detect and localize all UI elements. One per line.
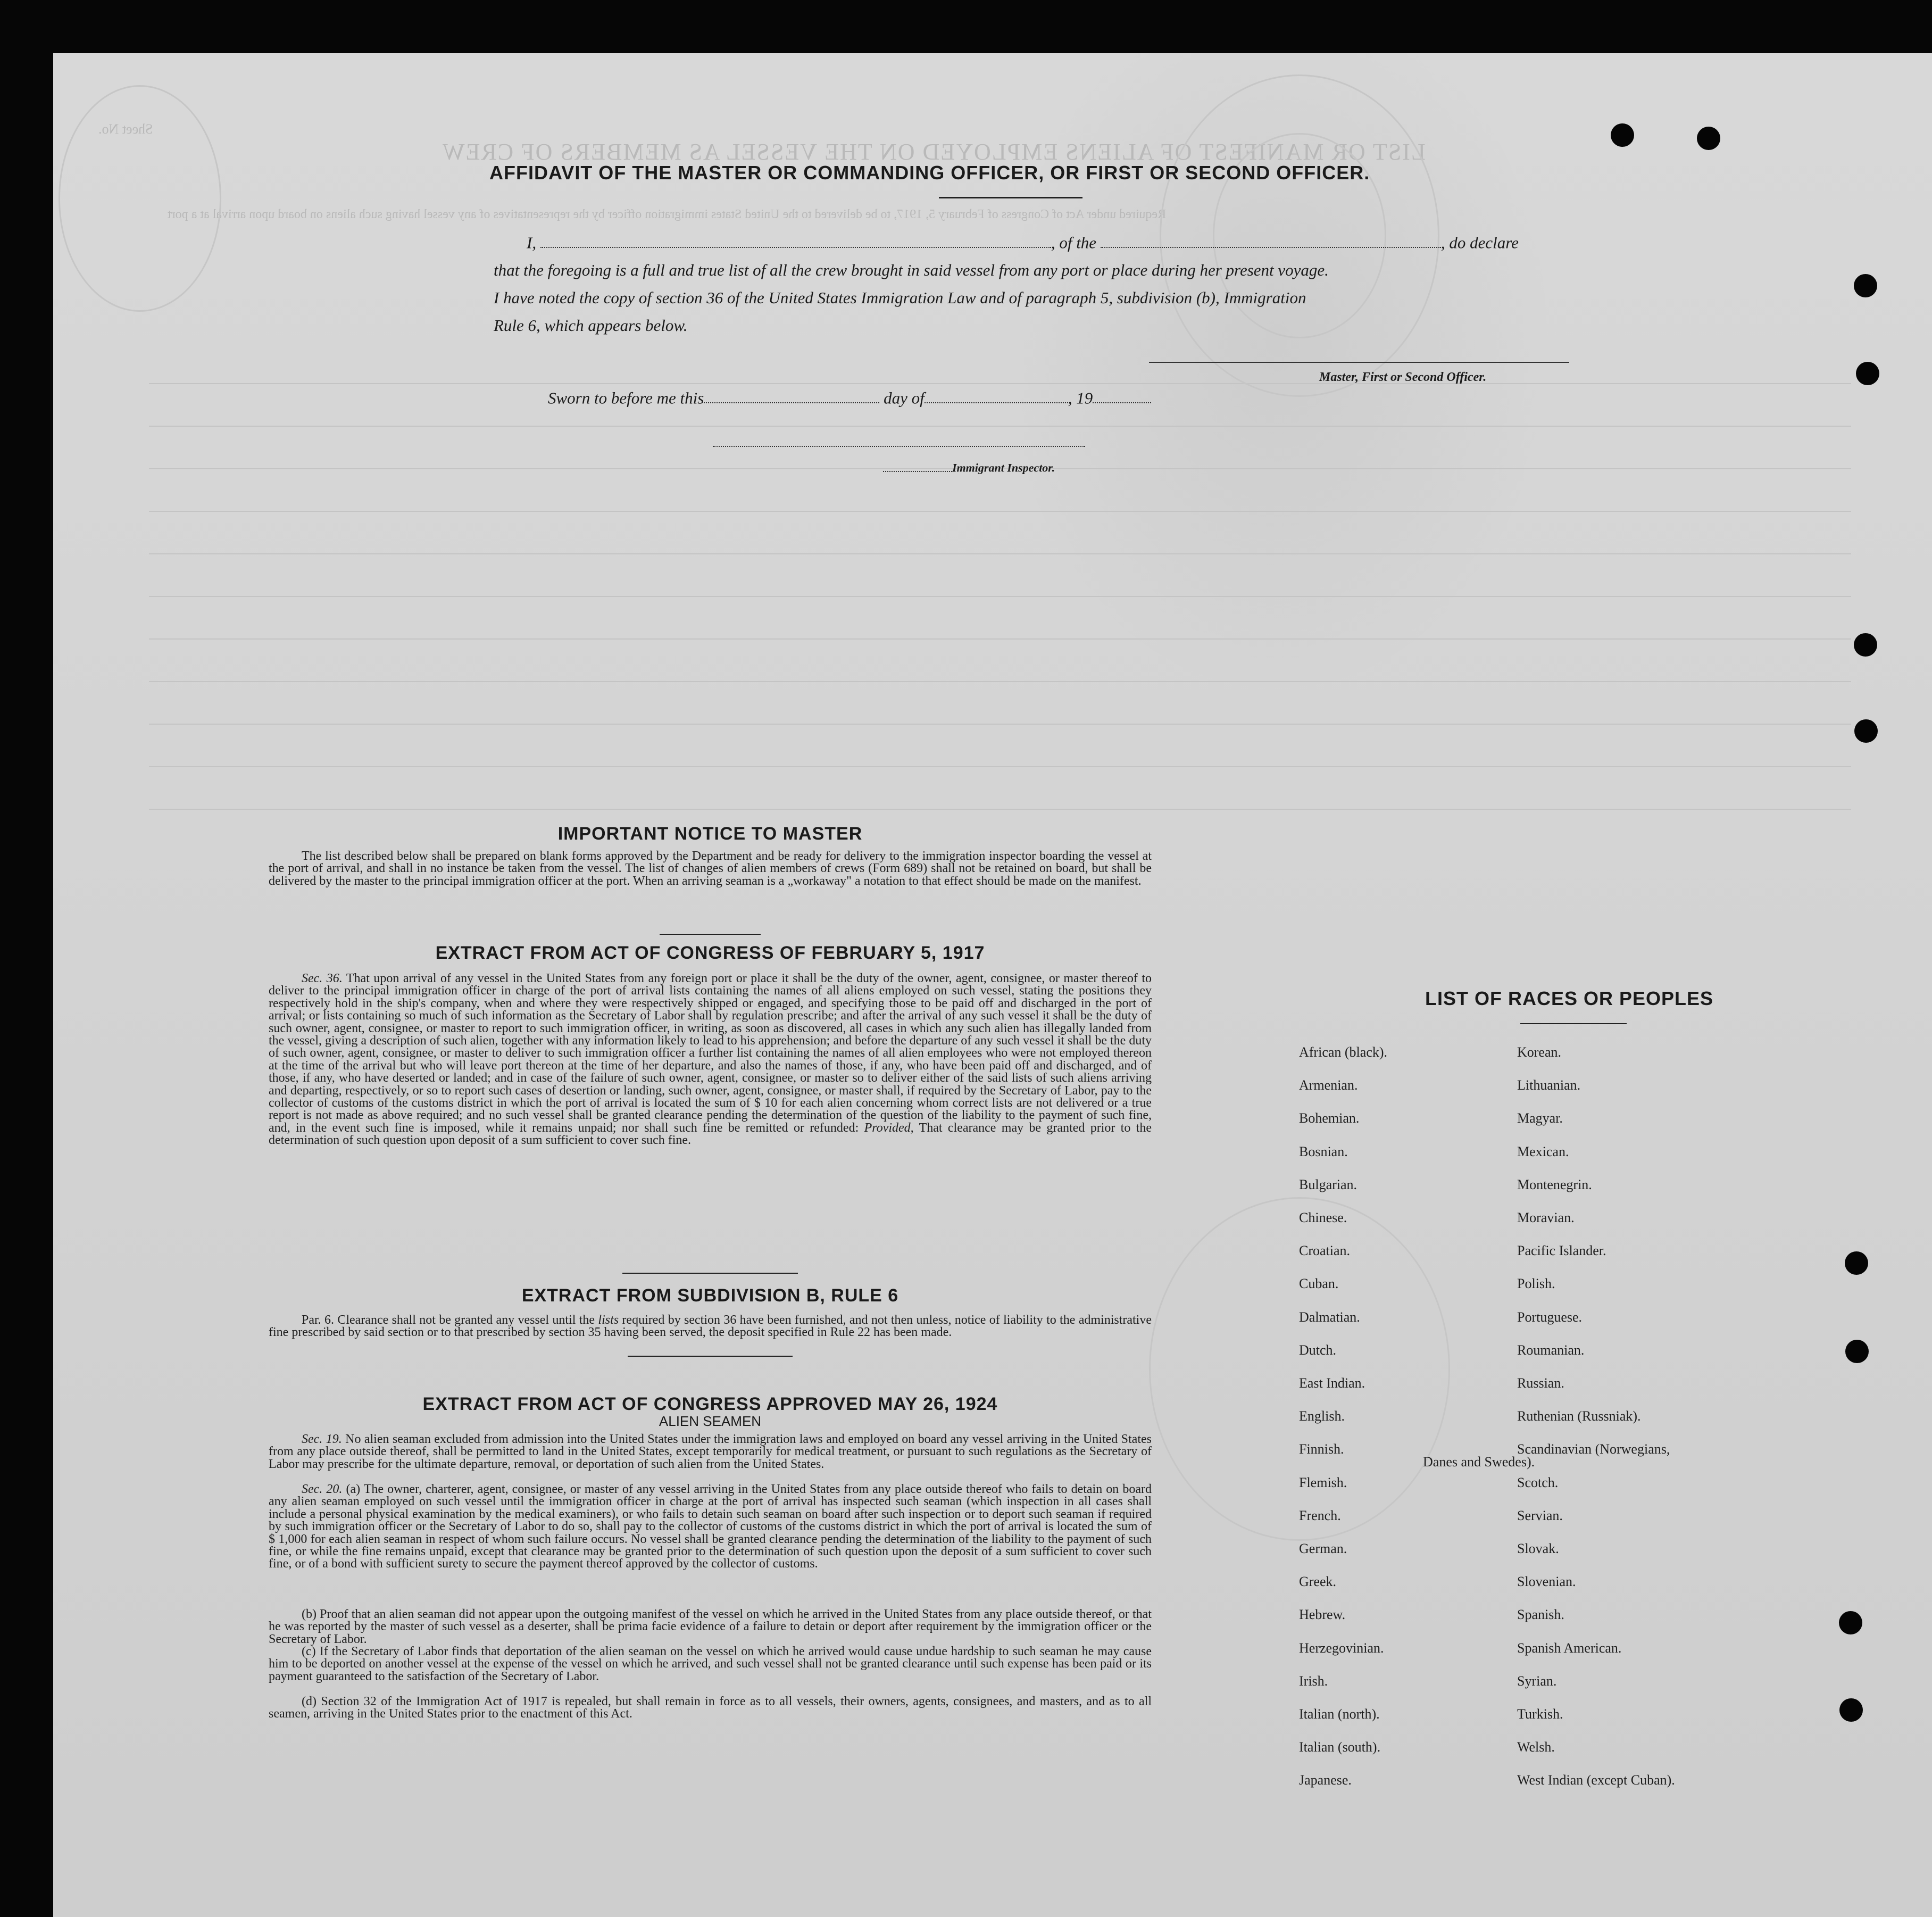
race-item: Roumanian. <box>1517 1342 1585 1358</box>
race-item: English. <box>1299 1408 1345 1424</box>
race-item: Montenegrin. <box>1517 1176 1592 1192</box>
notice-title: IMPORTANT NOTICE TO MASTER <box>557 824 863 844</box>
bleedthrough-rule <box>149 511 1851 512</box>
punch-hole <box>1854 719 1878 743</box>
sworn-day-of: day of <box>884 388 925 408</box>
act1924-sec20d: (d) Section 32 of the Immigration Act of 1917 is repealed, but shall remain in force as to all vessels, their owners, agents, consignees, and masters, and as to all seamen, arriving in the United States prior to the enactment of this Act. <box>269 1695 1152 1721</box>
race-item: Slovenian. <box>1517 1574 1576 1590</box>
race-item: Dutch. <box>1299 1342 1337 1358</box>
race-item: Servian. <box>1517 1507 1563 1523</box>
race-item: West Indian (except Cuban). <box>1517 1772 1675 1788</box>
rule6-title: EXTRACT FROM SUBDIVISION B, RULE 6 <box>521 1285 899 1306</box>
rule6-post: required by section 36 have been furnished, and not then unless, notice of liability to the administrative fine prescribed by said section or to that prescribed by section 35 having been served, the deposit specified in Rule 22 has been made. <box>269 1313 1152 1340</box>
race-item: Cuban. <box>1299 1276 1339 1292</box>
race-item: Dalmatian. <box>1299 1309 1360 1325</box>
bleedthrough-rule <box>149 553 1851 554</box>
races-title: LIST OF RACES OR PEOPLES <box>1425 987 1714 1009</box>
bleedthrough-rule <box>149 809 1851 810</box>
master-signature-line[interactable] <box>1149 362 1569 363</box>
race-item: Hebrew. <box>1299 1607 1346 1623</box>
race-item: French. <box>1299 1507 1341 1523</box>
sec19-body: No alien seaman excluded from admission into the United States under the immigration laws and employed on board any vessel arriving in the United States from any place outside thereof, shall be permitted to land in the United States, except temporarily for medical treatment, or pursuant to such regulations as the Secretary of Labor may prescribe for the ultimate departure, removal, or deportation of such alien from the United States. <box>269 1432 1152 1471</box>
rule6-rule <box>628 1356 793 1357</box>
race-item: Italian (north). <box>1299 1706 1380 1722</box>
race-item: Bosnian. <box>1299 1143 1348 1159</box>
notice-rule <box>660 934 761 935</box>
punch-hole <box>1854 274 1877 297</box>
race-item: Lithuanian. <box>1517 1077 1581 1093</box>
punch-hole <box>1845 1251 1868 1275</box>
act1917-tail: That clearance may be granted prior to the determination of such question upon deposit of a sum sufficient to cover such fine. <box>269 1121 1152 1148</box>
race-scandinavian-continued: Danes and Swedes). <box>1423 1454 1535 1470</box>
punch-hole <box>1856 362 1879 385</box>
month-blank[interactable] <box>925 388 1068 403</box>
manifest-sheet <box>53 53 1932 1917</box>
act1924-sec20a <box>269 1483 1152 1571</box>
sec19-label: Sec. 19. <box>302 1432 342 1446</box>
race-item: Russian. <box>1517 1375 1564 1391</box>
year-blank[interactable] <box>1093 388 1151 403</box>
bleedthrough-rule <box>149 596 1851 597</box>
act1917-body: That upon arrival of any vessel in the United States from any foreign port or place it shall be the duty of the owner, agent, consignee, or master thereof to deliver to the principal immigration officer in charge of the port of arrival lists containing the names of all aliens employed on such vessel, stating the positions they respectively hold in the ship's company, when and where they were respectively shipped or engaged, and specifying those to be paid off and discharged in the port of arrival; or lists containing so much of such information as the Secretary of Labor shall by regulation prescribe; and after the arrival of any such vessel it shall be the duty of such owner, agent, consignee, or master to report to such immigration officer, in writing, as soon as discovered, all cases in which any such alien has illegally landed from the vessel, giving a description of such alien, together with any information likely to lead to his apprehension; and before the departure of any such vessel it shall be the duty of such owner, agent, consignee, or master to deliver to such immigration officer a further list containing the names of all alien employees who were not employed thereon at the time of the arrival but who will leave port thereon at the time of her departure, and also the names of those, if any, who have been paid off and discharged, and of those, if any, who have deserted or landed; and in case of the failure of such owner, agent, consignee, or master so to deliver either of the said lists of such aliens arriving and departing, respectively, or so to report such cases of desertion or landing, such owner, agent, consignee, or master shall, if required by the Secretary of Labor, pay to the collector of customs of the customs district in which the port of arrival is located the sum of $ 10 for each alien concerning whom correct lists are not delivered or a true report is not made as above required; and no such vessel shall be granted clearance pending the determination of the question of the liability to the payment of such fine, and, in the event such fine is imposed, while it remains unpaid; nor shall such fine be remitted or refunded: <box>269 972 1152 1135</box>
inspector-blank[interactable] <box>883 461 952 472</box>
inspector-label: Immigrant Inspector. <box>952 461 1055 475</box>
bleedthrough-seal <box>59 85 221 312</box>
punch-hole <box>1611 123 1634 147</box>
declaration-line-4: Rule 6, which appears below. <box>494 316 688 335</box>
race-item: African (black). <box>1299 1044 1388 1060</box>
sec20-label: Sec. 20. <box>302 1482 343 1496</box>
sworn-line <box>548 388 1151 408</box>
declaration-line <box>527 233 1569 252</box>
rule6-text <box>269 1314 1152 1339</box>
declaration-line-2: that the foregoing is a full and true list of all the crew brought in said vessel from any port or place during her present voyage. <box>494 261 1329 279</box>
race-item: Slovak. <box>1517 1541 1559 1556</box>
punch-hole <box>1854 633 1877 657</box>
declaration-of-the: , of the <box>1051 233 1097 252</box>
act1917-rule <box>622 1273 798 1274</box>
declaration-i: I, <box>527 233 537 252</box>
race-item: Scotch. <box>1517 1474 1559 1490</box>
declaration-line-3: I have noted the copy of section 36 of the United States Immigration Law and of paragraph 5, subdivision (b), Immigration <box>494 288 1306 307</box>
punch-hole <box>1839 1698 1863 1722</box>
race-item: Spanish. <box>1517 1607 1564 1623</box>
inspector-line <box>883 461 1055 475</box>
race-item: Japanese. <box>1299 1772 1352 1788</box>
act1917-text <box>269 973 1152 1147</box>
master-label: Master, First or Second Officer. <box>1319 370 1487 384</box>
race-item: East Indian. <box>1299 1375 1365 1391</box>
bleedthrough-rule <box>149 766 1851 767</box>
bleedthrough-sheet-number: Sheet No. <box>98 121 153 137</box>
bleedthrough-rule <box>149 724 1851 725</box>
act1924-title: EXTRACT FROM ACT OF CONGRESS APPROVED MAY 26, 1924 <box>422 1394 998 1414</box>
race-item: Herzegovinian. <box>1299 1640 1384 1656</box>
affidavit-title-rule <box>939 197 1082 198</box>
race-item: Finnish. <box>1299 1441 1344 1457</box>
rule6-pre: Par. 6. Clearance shall not be granted any vessel until the <box>302 1313 595 1327</box>
act1924-sec19 <box>269 1433 1152 1471</box>
punch-hole <box>1845 1340 1869 1363</box>
declaration-do-declare: , do declare <box>1440 233 1519 252</box>
act1917-title: EXTRACT FROM ACT OF CONGRESS OF FEBRUARY 5, 1917 <box>435 943 985 963</box>
act1924-sec20c: (c) If the Secretary of Labor finds that deportation of the alien seaman on the vessel on which he arrived would cause undue hardship to such seaman he may cause him to be deported on another vessel at the expense of the vessel on which he arrived, and such vessel shall not be granted clearance until such expense has been paid or its payment guaranteed to the satisfaction of the Secretary of Labor. <box>269 1645 1152 1683</box>
race-item: Italian (south). <box>1299 1739 1381 1755</box>
day-blank[interactable] <box>704 388 879 403</box>
races-title-rule <box>1520 1023 1627 1024</box>
race-item: Flemish. <box>1299 1474 1347 1490</box>
act1917-provided: Provided, <box>864 1121 914 1135</box>
bleedthrough-required-line: Required under Act of Congress of February 5, 1917, to be delivered to the United States immigration officer by the representatives of any vessel having such aliens on board upon arrival at a port <box>168 208 1167 221</box>
race-item: Korean. <box>1517 1044 1562 1060</box>
race-item: German. <box>1299 1541 1347 1556</box>
act1924-subtitle: ALIEN SEAMEN <box>659 1413 762 1429</box>
race-item: Portuguese. <box>1517 1309 1583 1325</box>
sec20a-body: (a) The owner, charterer, agent, consignee, or master of any vessel arriving in the United States from any place outside thereof who fails to detain on board any alien seaman employed on such vessel until the immigration officer in charge at the port of arrival has inspected such seaman (which inspection in all cases shall include a personal physical examination by the medical examiners), or who fails to detain such seaman on board after such inspection or to deport such seaman if required by such immigration officer or the Secretary of Labor to do so, shall pay to the collector of customs of the customs district in which the port of arrival is located the sum of $ 1,000 for each alien seaman in respect of whom such failure occurs. No vessel shall be granted clearance pending the determination of the liability to the payment of such fine, or while the fine remains unpaid, except that clearance may be granted prior to the determination of such question upon the deposit of a sum sufficient to cover such fine, or of a bond with sufficient surety to secure the payment thereof approved by the collector of customs. <box>269 1482 1152 1571</box>
act1924-sec20b: (b) Proof that an alien seaman did not appear upon the outgoing manifest of the vessel on which he arrived in the United States from any place outside thereof, or that he was reported by the master of such vessel as a deserter, shall be prima facie evidence of a failure to detain or deport after requirement by the immigration officer or the Secretary of Labor. <box>269 1607 1152 1646</box>
race-item: Greek. <box>1299 1574 1337 1590</box>
race-item: Spanish American. <box>1517 1640 1622 1656</box>
sworn-prefix: Sworn to before me this <box>548 388 704 408</box>
inspector-signature-line[interactable] <box>713 446 1085 447</box>
bleedthrough-rule <box>149 426 1851 427</box>
race-item: Scandinavian (Norwegians, <box>1517 1441 1670 1457</box>
race-item: Magyar. <box>1517 1110 1563 1126</box>
race-item: Mexican. <box>1517 1143 1569 1159</box>
name-blank[interactable] <box>540 233 1051 248</box>
race-item: Bohemian. <box>1299 1110 1360 1126</box>
race-item: Armenian. <box>1299 1077 1358 1093</box>
notice-text: The list described below shall be prepared on blank forms approved by the Department and be ready for delivery to the immigration inspector boarding the vessel at the port of arrival, and shall in no instance be taken from the vessel. The list of changes of alien members of crews (Form 689) shall not be retained on board, but shall be delivered by the master to the principal immigration officer at the port. When an arriving seaman is a „workaway" a notation to that effect should be made on the manifest. <box>269 849 1152 888</box>
rule6-lists: lists <box>598 1313 619 1327</box>
bleedthrough-rule <box>149 681 1851 682</box>
bleedthrough-rule <box>149 638 1851 640</box>
race-item: Welsh. <box>1517 1739 1555 1755</box>
race-item: Bulgarian. <box>1299 1176 1358 1192</box>
act1917-sec-label: Sec. 36. <box>302 972 343 985</box>
race-item: Syrian. <box>1517 1673 1557 1689</box>
punch-hole <box>1697 127 1720 150</box>
vessel-blank[interactable] <box>1101 233 1441 248</box>
bleedthrough-title: LIST OR MANIFEST OF ALIENS EMPLOYED ON THE VESSEL AS MEMBERS OF CREW <box>442 139 1426 165</box>
race-item: Pacific Islander. <box>1517 1243 1606 1259</box>
sworn-year: , 19 <box>1068 388 1093 408</box>
race-item: Turkish. <box>1517 1706 1563 1722</box>
punch-hole <box>1839 1611 1862 1634</box>
race-item: Polish. <box>1517 1276 1555 1292</box>
race-item: Chinese. <box>1299 1210 1347 1225</box>
race-item: Croatian. <box>1299 1243 1351 1259</box>
race-item: Ruthenian (Russniak). <box>1517 1408 1641 1424</box>
affidavit-title: AFFIDAVIT OF THE MASTER OR COMMANDING OFFICER, OR FIRST OR SECOND OFFICER. <box>489 162 1370 184</box>
race-item: Moravian. <box>1517 1210 1575 1225</box>
bleedthrough-rule <box>149 383 1851 384</box>
race-item: Irish. <box>1299 1673 1328 1689</box>
